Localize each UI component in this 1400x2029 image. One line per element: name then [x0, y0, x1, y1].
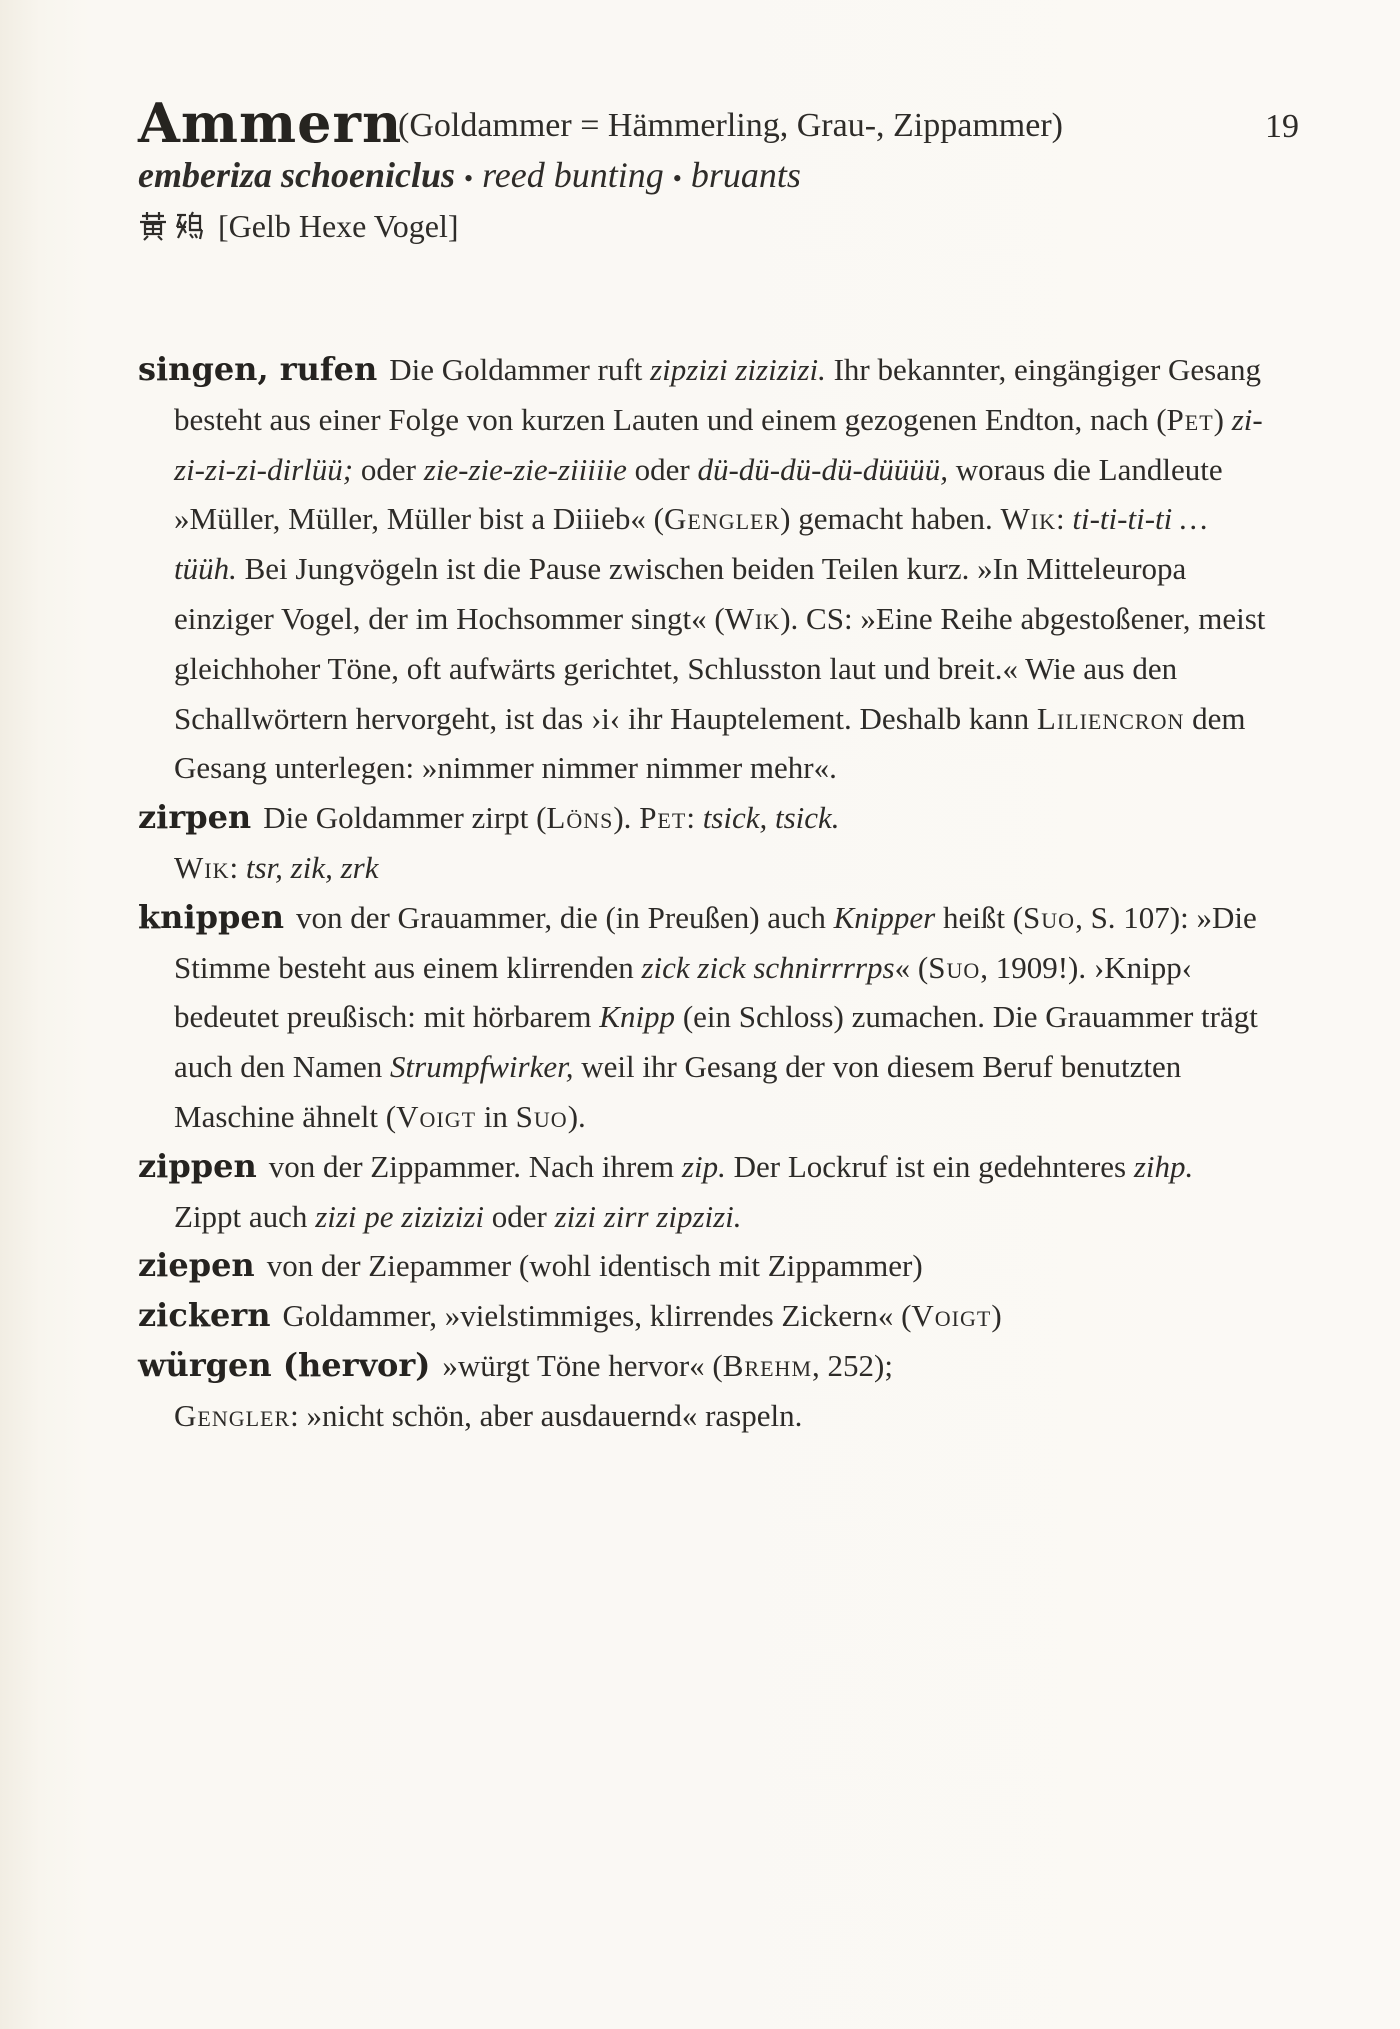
source-abbrev: Suo: [928, 949, 981, 985]
call-transcription: zie-zie-zie-ziiiiie: [423, 451, 627, 487]
entry-text: oder: [353, 451, 424, 487]
entry-text: : »nicht schön, aber ausdauernd« raspeln.: [290, 1397, 803, 1433]
entry-text: ): [991, 1298, 1002, 1334]
entry-text: :: [229, 849, 246, 885]
separator-dot: •: [464, 164, 474, 193]
entry-zickern: [138, 1291, 1268, 1341]
entry-text: :: [1056, 501, 1073, 537]
entry-text: dem Gesang unterlegen: »nimmer nimmer nimmer mehr«.: [174, 700, 1246, 786]
call-transcription: tsick, tsick.: [702, 800, 840, 836]
english-name: reed bunting: [482, 155, 664, 195]
header-line: [138, 88, 1288, 158]
entry-wuergen: [138, 1341, 1268, 1441]
word-italic: Strumpfwirker,: [390, 1049, 574, 1085]
source-abbrev: Wik: [174, 849, 230, 885]
entry-text: oder: [626, 451, 698, 487]
entry-text: (ein Schloss) zumachen. Die Grauammer trägt auch den Namen: [174, 999, 1258, 1085]
chinese-character-glyph: [174, 211, 204, 241]
call-transcription: zipzizi zizizizi.: [650, 352, 826, 387]
source-abbrev: Pet: [1166, 401, 1214, 437]
entry-ziepen: [138, 1241, 1268, 1291]
entry-term: zirpen: [138, 798, 252, 837]
source-abbrev: Pet: [639, 800, 687, 836]
separator-dot: •: [672, 164, 682, 193]
entry-text: von der Grauammer, die (in Preußen) auch: [295, 899, 834, 935]
word-italic: Knipper: [833, 899, 936, 935]
entry-text: ): [1213, 401, 1232, 437]
source-abbrev: Brehm: [722, 1347, 813, 1383]
entry-text: Die Goldammer zirpt (: [263, 800, 547, 836]
call-transcription: zip.: [681, 1148, 726, 1184]
source-abbrev: Gengler: [174, 1397, 291, 1433]
entry-zirpen: [138, 793, 1268, 893]
call-transcription: tsr, zik, zrk: [245, 849, 379, 885]
entry-text: weil ihr Gesang der von diesem Beruf benutzten Maschine ähnelt (: [174, 1049, 1182, 1134]
french-name: bruants: [690, 155, 801, 195]
chinese-character-glyph: [138, 211, 168, 241]
species-names: [138, 152, 801, 202]
word-italic: Knipp: [599, 999, 676, 1035]
source-abbrev: Liliencron: [1036, 700, 1185, 736]
entry-term: zickern: [138, 1296, 271, 1335]
chinese-name-line: [138, 204, 459, 248]
entry-text: »würgt Töne hervor« (: [442, 1347, 723, 1383]
source-abbrev: Wik: [724, 600, 781, 636]
page-title: Ammern: [138, 91, 403, 155]
entry-zippen: [138, 1142, 1268, 1242]
call-transcription: zihp.: [1133, 1148, 1194, 1184]
entry-singen: [138, 345, 1268, 793]
entry-text: Der Lockruf ist ein gedehnteres: [725, 1148, 1134, 1184]
source-abbrev: Suo: [515, 1098, 568, 1134]
page-number: 19: [1265, 108, 1299, 145]
entry-term: singen, rufen: [138, 350, 378, 388]
entry-text: woraus die Landleute »Müller, Müller, Müller bist a Diiieb« (: [174, 451, 1223, 537]
source-abbrev: Suo: [1023, 899, 1076, 935]
entry-text: , S. 107): »Die Stimme besteht aus einem klirrenden: [174, 899, 1257, 985]
entry-text: in: [476, 1098, 516, 1134]
latin-name: emberiza schoeniclus: [138, 155, 456, 195]
source-abbrev: Voigt: [911, 1298, 992, 1334]
page-subtitle: (Goldammer = Hämmerling, Grau-, Zippammer): [398, 107, 1063, 144]
entry-term: knippen: [138, 897, 284, 936]
entry-text: ).: [567, 1098, 586, 1134]
source-abbrev: Gengler: [664, 501, 781, 537]
entry-text: Zippt auch: [174, 1198, 316, 1234]
source-abbrev: Löns: [546, 800, 614, 836]
entry-text: ).: [613, 800, 640, 836]
entry-term: zippen: [138, 1146, 257, 1185]
entry-text: Bei Jungvögeln ist die Pause zwischen beiden Teilen kurz. »In Mitteleuropa einziger Vogel, der im Hochsommer singt« (: [174, 551, 1187, 636]
entry-text: von der Zippammer. Nach ihrem: [268, 1148, 682, 1184]
entries-body: [138, 345, 1268, 1441]
entry-text: Die Goldammer ruft: [389, 352, 651, 387]
call-transcription: zick zick schnirrrrps: [641, 949, 895, 985]
entry-text: , 252);: [812, 1347, 893, 1383]
call-transcription: zi-zi-zi-zi-dirlüü;: [174, 401, 1263, 487]
entry-term: ziepen: [138, 1246, 255, 1285]
entry-text: ) gemacht haben.: [780, 501, 1001, 537]
entry-term: würgen (hervor): [138, 1345, 431, 1384]
source-abbrev: Voigt: [396, 1098, 477, 1134]
entry-text: :: [686, 800, 703, 836]
chinese-gloss: [Gelb Hexe Vogel]: [218, 208, 459, 244]
entry-text: Ihr bekannter, eingängiger Gesang besteht aus einer Folge von kurzen Lauten und einem gezogenen Endton, nach (: [174, 352, 1261, 437]
entry-knippen: [138, 893, 1268, 1142]
entry-text: Goldammer, »vielstimmiges, klirrendes Zickern« (: [282, 1298, 912, 1334]
call-transcription: ti-ti-ti-ti … tüüh.: [174, 501, 1208, 587]
entry-text: oder: [484, 1198, 555, 1234]
entry-text: von der Ziepammer (wohl identisch mit Zippammer): [266, 1248, 923, 1284]
entry-text: « (: [894, 949, 929, 985]
call-transcription: dü-dü-dü-dü-düüüü,: [697, 451, 949, 487]
call-transcription: zizi pe zizizizi: [315, 1198, 485, 1234]
call-transcription: zizi zirr zipzizi.: [554, 1198, 742, 1234]
entry-text: heißt (: [935, 899, 1024, 935]
entry-text: , 1909!). ›Knipp‹ bedeutet preußisch: mit hörbarem: [174, 949, 1193, 1035]
chinese-characters-text: [218, 204, 219, 205]
entry-text: ). CS: »Eine Reihe abgestoßener, meist gleichhoher Töne, oft aufwärts gerichtet, Schlusston laut und breit.« Wie aus den Schallwörtern hervorgeht, ist das ›i‹ ihr Hauptelement. Deshalb kann: [174, 600, 1266, 736]
source-abbrev: Wik: [1000, 501, 1056, 537]
